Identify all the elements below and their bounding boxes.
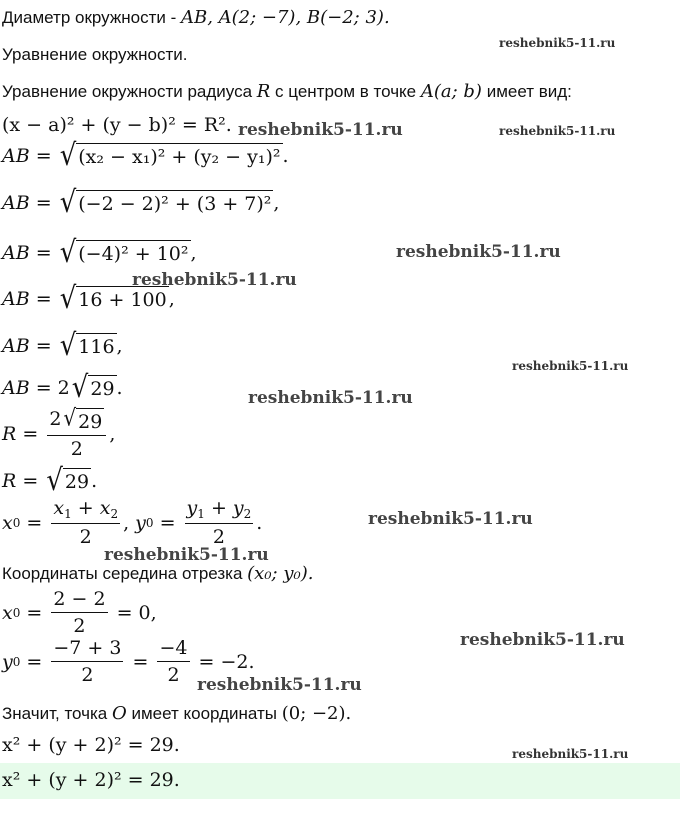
radius-result-radicand: 29 xyxy=(63,468,91,494)
desc-A: A(a; b) xyxy=(420,81,482,102)
conclusion-line xyxy=(2,703,351,724)
midpoint-label-coords: (x₀; y₀). xyxy=(247,563,314,584)
x0-result: = 0, xyxy=(116,601,157,624)
ab-sum-radicand: 16 + 100 xyxy=(76,286,168,312)
ab-simplified: AB = √ (−4)² + 10² , xyxy=(2,235,197,271)
diameter-text: Диаметр окружности - xyxy=(2,8,181,27)
conclusion-mid: имеет координаты xyxy=(126,704,282,723)
watermark: reshebnik5-11.ru xyxy=(104,545,269,565)
desc-R: R xyxy=(256,81,271,102)
ab-sum: AB = √ 16 + 100 , xyxy=(2,281,175,317)
desc-suffix: имеет вид: xyxy=(481,82,572,101)
conclusion-coords: (0; −2). xyxy=(281,703,352,724)
conclusion-text: Значит, точка xyxy=(2,704,112,723)
desc-prefix: Уравнение окружности радиуса xyxy=(2,82,257,101)
y0-result: = −2. xyxy=(198,650,255,673)
watermark: reshebnik5-11.ru xyxy=(499,124,616,138)
watermark: reshebnik5-11.ru xyxy=(499,36,616,50)
desc-mid: с центром в точке xyxy=(270,82,421,101)
radius-num-radicand: 29 xyxy=(76,408,104,433)
circle-equation-heading: Уравнение окружности. xyxy=(2,45,188,64)
watermark: reshebnik5-11.ru xyxy=(368,509,533,529)
final-equation: x² + (y + 2)² = 29. xyxy=(2,734,180,756)
ab-116: AB = √ 116 , xyxy=(2,328,123,364)
ab-formula-radicand: (x₂ − x₁)² + (y₂ − y₁)² xyxy=(76,143,282,169)
answer-equation: x² + (y + 2)² = 29. xyxy=(2,769,180,791)
watermark: reshebnik5-11.ru xyxy=(512,747,629,761)
diameter-math: AB, A(2; −7), B(−2; 3). xyxy=(180,7,390,28)
ab-simplified-radicand: (−4)² + 10² xyxy=(76,240,190,266)
ab-substitution-radicand: (−2 − 2)² + (3 + 7)² xyxy=(76,190,273,216)
ab-116-radicand: 116 xyxy=(76,333,116,359)
ab-formula: AB = √ (x₂ − x₁)² + (y₂ − y₁)² . xyxy=(2,138,289,174)
midpoint-label xyxy=(2,563,313,584)
ab-substitution: AB = √ (−2 − 2)² + (3 + 7)² , xyxy=(2,185,280,221)
radius-result: R = √ 29 . xyxy=(2,463,98,499)
ab-result-radicand: 29 xyxy=(88,375,116,401)
watermark: reshebnik5-11.ru xyxy=(396,242,561,262)
watermark: reshebnik5-11.ru xyxy=(248,388,413,408)
ab-result: AB = 2 √ 29 . xyxy=(2,370,123,406)
midpoint-formulas: x 0 = $\frac{x_1 + x_2}{2}$ , y 0 = $\frac{y_1 + y_2}{2}$ . xyxy=(2,497,263,548)
watermark: reshebnik5-11.ru xyxy=(460,630,625,650)
general-equation: (x − a)² + (y − b)² = R². xyxy=(2,114,232,136)
midpoint-label-text: Координаты середина отрезка xyxy=(2,564,248,583)
watermark: reshebnik5-11.ru xyxy=(197,675,362,695)
x0-calc: x 0 = $\frac{2 - 2}{2}$ = 0, xyxy=(2,588,157,637)
watermark: reshebnik5-11.ru xyxy=(238,120,403,140)
diameter-line xyxy=(2,7,390,28)
conclusion-O: O xyxy=(111,703,127,724)
y0-calc: y 0 = $\frac{-7 + 3}{2}$ = $\frac{-4}{2}$ = −2. xyxy=(2,637,255,686)
watermark: reshebnik5-11.ru xyxy=(512,359,629,373)
equation-description xyxy=(2,81,572,102)
watermark: reshebnik5-11.ru xyxy=(132,270,297,290)
radius-fraction: R = 2 √ 29 2 , xyxy=(2,403,116,460)
